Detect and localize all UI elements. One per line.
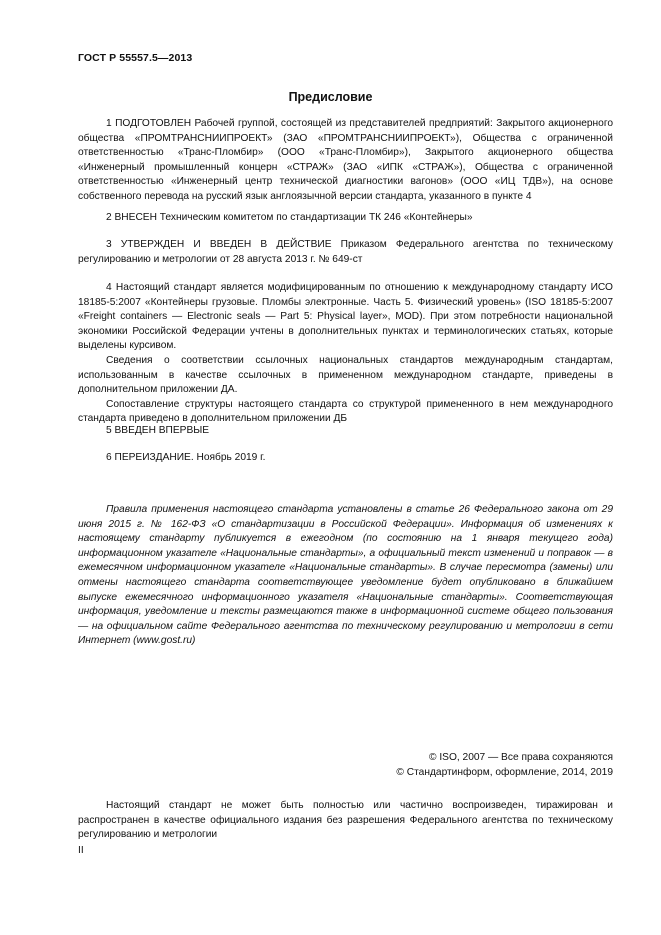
notice-block <box>78 503 613 649</box>
item-4-structure-text: Сопоставление структуры настоящего стандарта со структурой примененного в нем международного стандарта приведено в дополнительном приложении ДБ <box>78 398 613 425</box>
copyright-block <box>78 751 613 780</box>
restriction-block <box>78 799 613 843</box>
item-5-block <box>78 424 613 439</box>
item-3-text: 3 УТВЕРЖДЕН И ВВЕДЕН В ДЕЙСТВИЕ Приказом Федерального агентства по техническому регулированию и метрологии от 28 августа 2013 г. № 649-ст <box>78 239 613 265</box>
item-3-block <box>78 238 613 267</box>
document-code: ГОСТ Р 55557.5—2013 <box>78 52 193 64</box>
item-5-text: 5 ВВЕДЕН ВПЕРВЫЕ <box>106 425 210 436</box>
item-2-text: 2 ВНЕСЕН Техническим комитетом по стандартизации ТК 246 «Контейнеры» <box>106 212 473 223</box>
item-1-text: 1 ПОДГОТОВЛЕН Рабочей группой, состоящей из представителей предприятий: Закрытого акционерного общества «ПРОМТРАНСНИИПРОЕКТ» (ЗАО «ПРОМТРАНСНИИПРОЕКТ»), Общества с ограниченной ответственностью «Транс-Пломбир» (ООО «Транс-Пломбир»), Закрытого акционерного общества «Инженерный промышленный концерн «СТРАЖ» (ЗАО «ИПК «СТРАЖ»), Общества с ограниченной ответственностью «Инженерный центр технической диагностики вагонов» (ООО «ИЦ ТДВ»), на основе собственного перевода на русский язык англоязычной версии стандарта, указанного в пункте 4 <box>78 118 613 202</box>
page-title: Предисловие <box>288 90 373 104</box>
restriction-text: Настоящий стандарт не может быть полностью или частично воспроизведен, тиражирован и распространен в качестве официального издания без разрешения Федерального агентства по техническому регулированию и метрологии <box>78 800 613 841</box>
item-4-text: 4 Настоящий стандарт является модифицированным по отношению к международному стандарту ИСО 18185-5:2007 «Контейнеры грузовые. Пломбы электронные. Часть 5. Физический уровень» (ISO 18185-5:2007 «Freight containers — Electronic seals — Part 5: Physical layer», MOD). При этом потребности национальной экономики Российской Федерации учтены в дополнительных пунктах и терминологических статьях, которые выделены курсивом. <box>78 282 613 352</box>
item-6-block <box>78 451 613 466</box>
item-4-block <box>78 281 613 427</box>
page-number: II <box>78 845 84 856</box>
item-6-text: 6 ПЕРЕИЗДАНИЕ. Ноябрь 2019 г. <box>106 452 266 463</box>
copyright-standartinform: © Стандартинформ, оформление, 2014, 2019 <box>396 766 613 778</box>
copyright-iso: © ISO, 2007 — Все права сохраняются <box>429 752 613 763</box>
item-1-block <box>78 117 613 205</box>
item-2-block <box>78 211 613 226</box>
notice-text: Правила применения настоящего стандарта установлены в статье 26 Федерального закона от 29 июня 2015 г. № 162-ФЗ «О стандартизации в Российской Федерации». Информация об изменениях к настоящему стандарту публикуется в ежегодном (по состоянию на 1 января текущего года) информационном указателе «Национальные стандарты», а официальный текст изменений и поправок — в ежемесячном информационном указателе «Национальные стандарты». В случае пересмотра (замены) или отмены настоящего стандарта соответствующее уведомление будет опубликовано в ближайшем выпуске ежемесячного информационного указателя «Национальные стандарты». Соответствующая информация, уведомление и тексты размещаются также в информационной системе общего пользования — на официальном сайте Федерального агентства по техническому регулированию и метрологии в сети Интернет (www.gost.ru) <box>78 504 613 647</box>
item-4-references-text: Сведения о соответствии ссылочных национальных стандартов международным стандартам, использованным в качестве ссылочных в примененном международном стандарте, приведены в дополнительном приложении ДА. <box>78 354 613 396</box>
